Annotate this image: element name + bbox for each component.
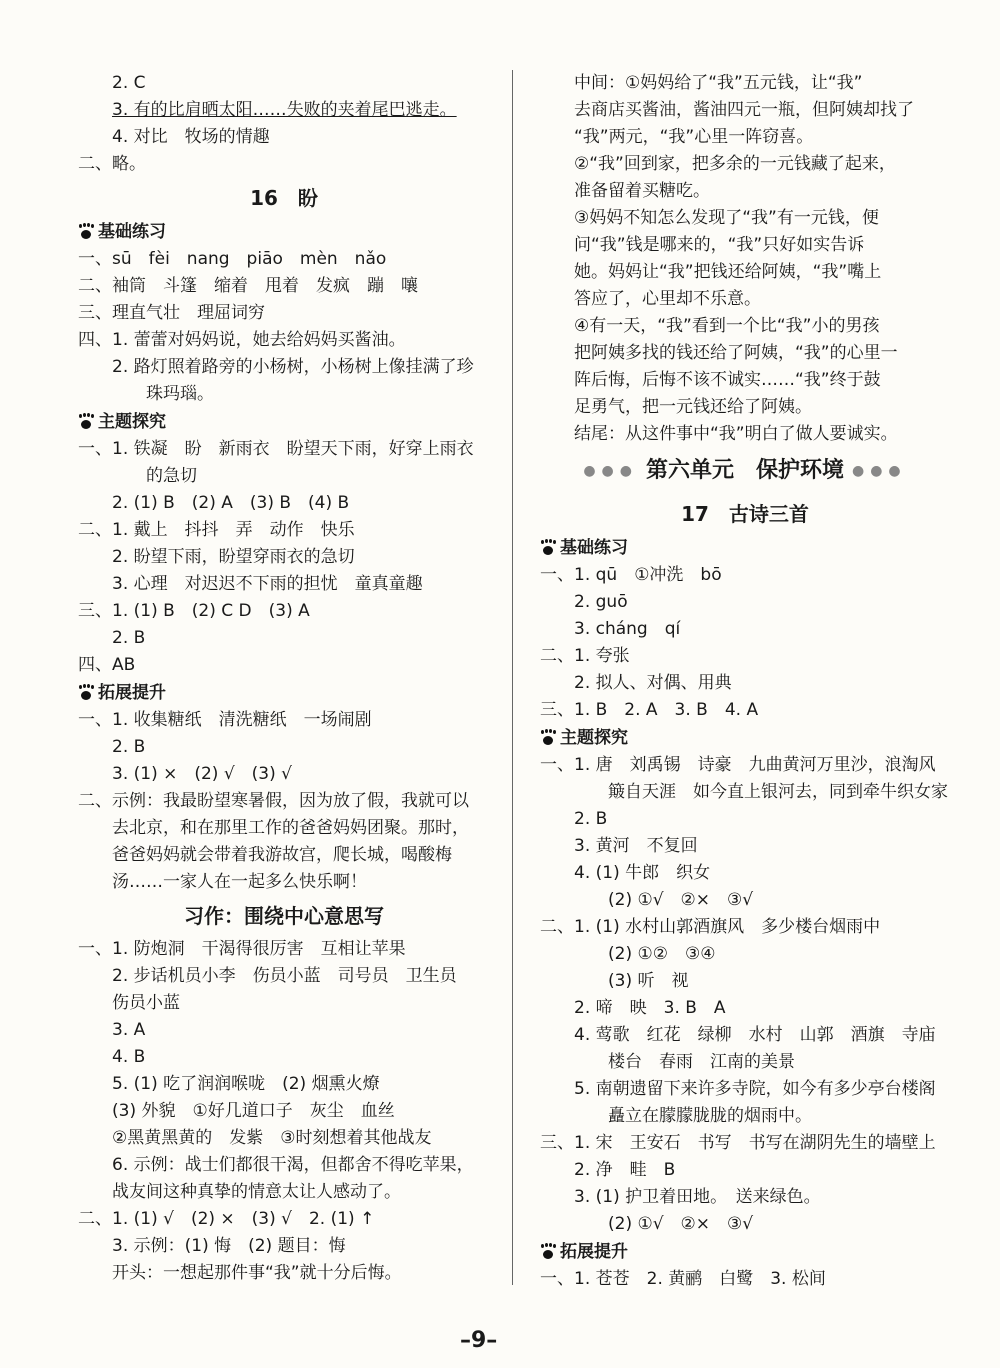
left-column — [78, 70, 490, 1287]
answer-line: 3. 示例：(1) 悔 (2) 题目：悔 — [112, 1236, 346, 1256]
answer-line: 三、1. (1) B (2) C D (3) A — [78, 601, 310, 621]
answer-line: 汤……一家人在一起多么快乐啊！ — [112, 872, 367, 892]
answer-line: 2. B — [112, 628, 146, 648]
answer-line: 矗立在朦朦胧胧的烟雨中。 — [608, 1106, 812, 1126]
answer-line: 4. B — [112, 1047, 146, 1067]
answer-line: 4. 莺歌 红花 绿柳 水村 山郭 酒旗 寺庙 — [574, 1025, 936, 1045]
subsection-heading — [540, 534, 950, 562]
answer-line: 二、袖筒 斗篷 缩着 甩着 发疯 蹦 嚷 — [78, 276, 418, 296]
lesson-title: 17 古诗三首 — [681, 502, 809, 526]
subsection-heading — [540, 1238, 950, 1266]
column-divider — [512, 70, 513, 1285]
answer-line: 二、示例：我最盼望寒暑假，因为放了假，我就可以 — [78, 791, 469, 811]
answer-line: 准备留着买糖吃。 — [574, 181, 710, 201]
answer-line: 2. C — [112, 73, 146, 93]
answer-line: 爸爸妈妈就会带着我游故宫，爬长城，喝酸梅 — [112, 845, 452, 865]
answer-line: ②黑黄黑黄的 发紫 ③时刻想着其他战友 — [112, 1128, 432, 1148]
subsection-label: 拓展提升 — [98, 683, 166, 703]
lesson-title: 16 盼 — [250, 186, 318, 210]
answer-line: 问“我”钱是哪来的，“我”只好如实告诉 — [574, 235, 865, 255]
paw-icon — [78, 685, 94, 701]
answer-line: 3. (1) × (2) √ (3) √ — [112, 764, 292, 784]
page-number: –9– — [460, 1328, 498, 1353]
paw-icon — [540, 730, 556, 746]
answer-line: 2. B — [112, 737, 146, 757]
answer-line: 5. 南朝遗留下来许多寺院，如今有多少亭台楼阁 — [574, 1079, 936, 1099]
answer-line: 战友间这种真挚的情意太让人感动了。 — [112, 1182, 401, 1202]
subsection-heading — [78, 218, 490, 246]
answer-line: 中间：①妈妈给了“我”五元钱，让“我” — [574, 73, 863, 93]
subsection-heading — [78, 408, 490, 436]
answer-line: ③妈妈不知怎么发现了“我”有一元钱，便 — [574, 208, 879, 228]
answer-line: 2. (1) B (2) A (3) B (4) B — [112, 493, 350, 513]
answer-line: 二、1. (1) 水村山郭酒旗风 多少楼台烟雨中 — [540, 917, 881, 937]
lesson-title: 习作：围绕中心意思写 — [184, 904, 384, 928]
answer-line: 3. 有的比肩晒太阳……失败的夹着尾巴逃走。 — [112, 100, 457, 120]
answer-line: (2) ①√ ②× ③√ — [608, 890, 754, 910]
right-column — [540, 70, 950, 1293]
answer-line: 一、1. 收集糖纸 清洗糖纸 一场闹剧 — [78, 710, 372, 730]
answer-line: 2. B — [574, 809, 608, 829]
answer-line: 四、1. 蕾蕾对妈妈说，她去给妈妈买酱油。 — [78, 330, 406, 350]
answer-line: 3. 心理 对迟迟不下雨的担忧 童真童趣 — [112, 574, 423, 594]
answer-line: 去北京，和在那里工作的爸爸妈妈团聚。那时， — [112, 818, 469, 838]
answer-line: 2. 净 畦 B — [574, 1160, 676, 1180]
subsection-heading — [78, 679, 490, 707]
answer-line: (3) 外貌 ①好几道口子 灰尘 血丝 — [112, 1101, 395, 1121]
answer-line: 楼台 春雨 江南的美景 — [608, 1052, 795, 1072]
answer-line: 足勇气，把一元钱还给了阿姨。 — [574, 397, 812, 417]
answer-line: 一、1. qū ①冲洗 bō — [540, 565, 722, 585]
subsection-label: 基础练习 — [98, 222, 166, 242]
answer-line: 珠玛瑙。 — [146, 384, 214, 404]
answer-line: 的急切 — [146, 466, 197, 486]
answer-line: 2. 盼望下雨，盼望穿雨衣的急切 — [112, 547, 355, 567]
dots-icon: ●●● — [852, 463, 907, 479]
paw-icon — [540, 540, 556, 556]
unit-heading — [540, 448, 950, 494]
answer-line: (3) 听 视 — [608, 971, 689, 991]
answer-line: 四、AB — [78, 655, 136, 675]
answer-line: 3. A — [112, 1020, 146, 1040]
answer-line: 一、1. 防炮洞 干渴得很厉害 互相让苹果 — [78, 939, 406, 959]
answer-line: 伤员小蓝 — [112, 993, 180, 1013]
subsection-label: 主题探究 — [98, 412, 166, 432]
answer-line: 三、理直气壮 理屈词穷 — [78, 303, 265, 323]
answer-line: 6. 示例：战士们都很干渴，但都舍不得吃苹果， — [112, 1155, 474, 1175]
answer-line: (2) ①√ ②× ③√ — [608, 1214, 754, 1234]
subsection-label: 拓展提升 — [560, 1242, 628, 1262]
subsection-label: 基础练习 — [560, 538, 628, 558]
answer-line: 2. 步话机员小李 伤员小蓝 司号员 卫生员 — [112, 966, 457, 986]
answer-line: 4. 对比 牧场的情趣 — [112, 127, 270, 147]
paw-icon — [78, 414, 94, 430]
answer-line: 去商店买酱油，酱油四元一瓶，但阿姨却找了 — [574, 100, 914, 120]
answer-line: 5. (1) 吃了润润喉咙 (2) 烟熏火燎 — [112, 1074, 380, 1094]
answer-line: 她。妈妈让“我”把钱还给阿姨，“我”嘴上 — [574, 262, 882, 282]
answer-line: 3. 黄河 不复回 — [574, 836, 698, 856]
answer-line: 阵后悔，后悔不该不诚实……“我”终于鼓 — [574, 370, 881, 390]
answer-line: 三、1. 宋 王安石 书写 书写在湖阴先生的墙壁上 — [540, 1133, 936, 1153]
answer-line: 一、sū fèi nang piāo mèn nǎo — [78, 249, 387, 269]
answer-line: 结尾：从这件事中“我”明白了做人要诚实。 — [574, 424, 898, 444]
answer-line: 簸自天涯 如今直上银河去，同到牵牛织女家 — [608, 782, 948, 802]
answer-line: 2. 啼 映 3. B A — [574, 998, 726, 1018]
answer-line: 二、1. 夸张 — [540, 646, 630, 666]
answer-line: 二、略。 — [78, 154, 146, 174]
answer-line: 一、1. 铁凝 盼 新雨衣 盼望天下雨，好穿上雨衣 — [78, 439, 474, 459]
answer-line: 3. cháng qí — [574, 619, 681, 639]
subsection-heading — [540, 724, 950, 752]
subsection-label: 主题探究 — [560, 728, 628, 748]
answer-line: 三、1. B 2. A 3. B 4. A — [540, 700, 759, 720]
answer-line: 把阿姨多找的钱还给了阿姨，“我”的心里一 — [574, 343, 898, 363]
answer-line: (2) ①② ③④ — [608, 944, 716, 964]
answer-line: “我”两元，“我”心里一阵窃喜。 — [574, 127, 814, 147]
answer-line: 一、1. 唐 刘禹锡 诗豪 九曲黄河万里沙，浪淘风 — [540, 755, 936, 775]
unit-title: 第六单元 保护环境 — [645, 458, 844, 483]
dots-icon: ●●● — [583, 463, 638, 479]
answer-line: 2. 路灯照着路旁的小杨树，小杨树上像挂满了珍 — [112, 357, 474, 377]
answer-line: ②“我”回到家，把多余的一元钱藏了起来， — [574, 154, 896, 174]
answer-line: 一、1. 苍苍 2. 黄鹂 白鹭 3. 松间 — [540, 1269, 826, 1289]
answer-line: 二、1. 戴上 抖抖 弄 动作 快乐 — [78, 520, 355, 540]
paw-icon — [540, 1244, 556, 1260]
paw-icon — [78, 224, 94, 240]
answer-line: 3. (1) 护卫着田地。 送来绿色。 — [574, 1187, 821, 1207]
answer-line: 2. 拟人、对偶、用典 — [574, 673, 732, 693]
answer-line: ④有一天，“我”看到一个比“我”小的男孩 — [574, 316, 880, 336]
answer-line: 2. guō — [574, 592, 628, 612]
answer-line: 开头：一想起那件事“我”就十分后悔。 — [112, 1263, 402, 1283]
answer-line: 二、1. (1) √ (2) × (3) √ 2. (1) ↑ — [78, 1209, 375, 1229]
answer-line: 答应了，心里却不乐意。 — [574, 289, 761, 309]
answer-line: 4. (1) 牛郎 织女 — [574, 863, 711, 883]
